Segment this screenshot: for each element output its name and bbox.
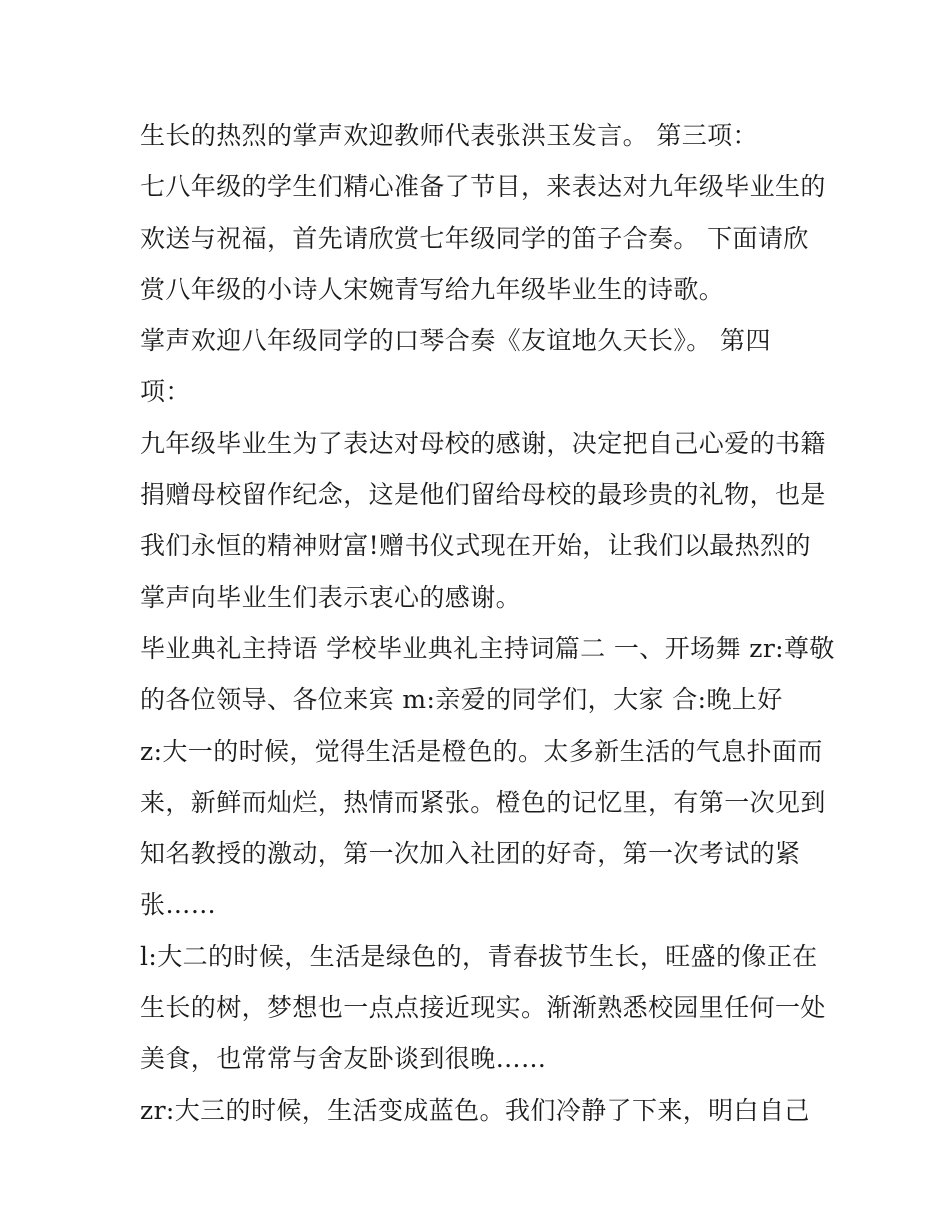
- document-body: [140, 110, 835, 1136]
- text-line: 掌声欢迎八年级同学的口琴合奏《友谊地久天长》。 第四: [140, 326, 771, 356]
- text-line: 九年级毕业生为了表达对母校的感谢，决定把自己心爱的书籍: [140, 428, 826, 458]
- text-line: 知名教授的激动，第一次加入社团的好奇，第一次考试的紧: [140, 839, 801, 869]
- text-line: 毕业典礼主持语 学校毕业典礼主持词篇二 一、开场舞 zr:尊敬: [140, 633, 835, 663]
- text-line: 我们永恒的精神财富!赠书仪式现在开始，让我们以最热烈的: [140, 531, 811, 561]
- text-line: zr:大三的时候，生活变成蓝色。我们冷静了下来，明白自己: [140, 1095, 810, 1125]
- text-line: 掌声向毕业生们表示衷心的感谢。: [140, 582, 522, 612]
- text-line: 七八年级的学生们精心准备了节目，来表达对九年级毕业生的: [140, 172, 826, 202]
- text-line: l:大二的时候，生活是绿色的，青春拔节生长，旺盛的像正在: [140, 941, 818, 971]
- text-line: 来，新鲜而灿烂，热情而紧张。橙色的记忆里，有第一次见到: [140, 787, 826, 817]
- text-line: 赏八年级的小诗人宋婉青写给九年级毕业生的诗歌。: [140, 274, 725, 304]
- text-line: 项：: [140, 377, 191, 407]
- text-line: 生长的热烈的掌声欢迎教师代表张洪玉发言。 第三项：: [140, 121, 758, 150]
- text-line: 张……: [140, 890, 217, 920]
- text-line: 欢送与祝福，首先请欣赏七年级同学的笛子合奏。 下面请欣: [140, 223, 809, 253]
- text-line: 的各位领导、各位来宾 m:亲爱的同学们，大家 合:晚上好: [140, 685, 783, 715]
- text-line: 生长的树，梦想也一点点接近现实。渐渐熟悉校园里任何一处: [140, 993, 826, 1023]
- text-line: 美食，也常常与舍友卧谈到很晚……: [140, 1044, 547, 1074]
- text-line: z:大一的时候，觉得生活是橙色的。太多新生活的气息扑面而: [140, 736, 823, 766]
- text-line: 捐赠母校留作纪念，这是他们留给母校的最珍贵的礼物，也是: [140, 480, 826, 510]
